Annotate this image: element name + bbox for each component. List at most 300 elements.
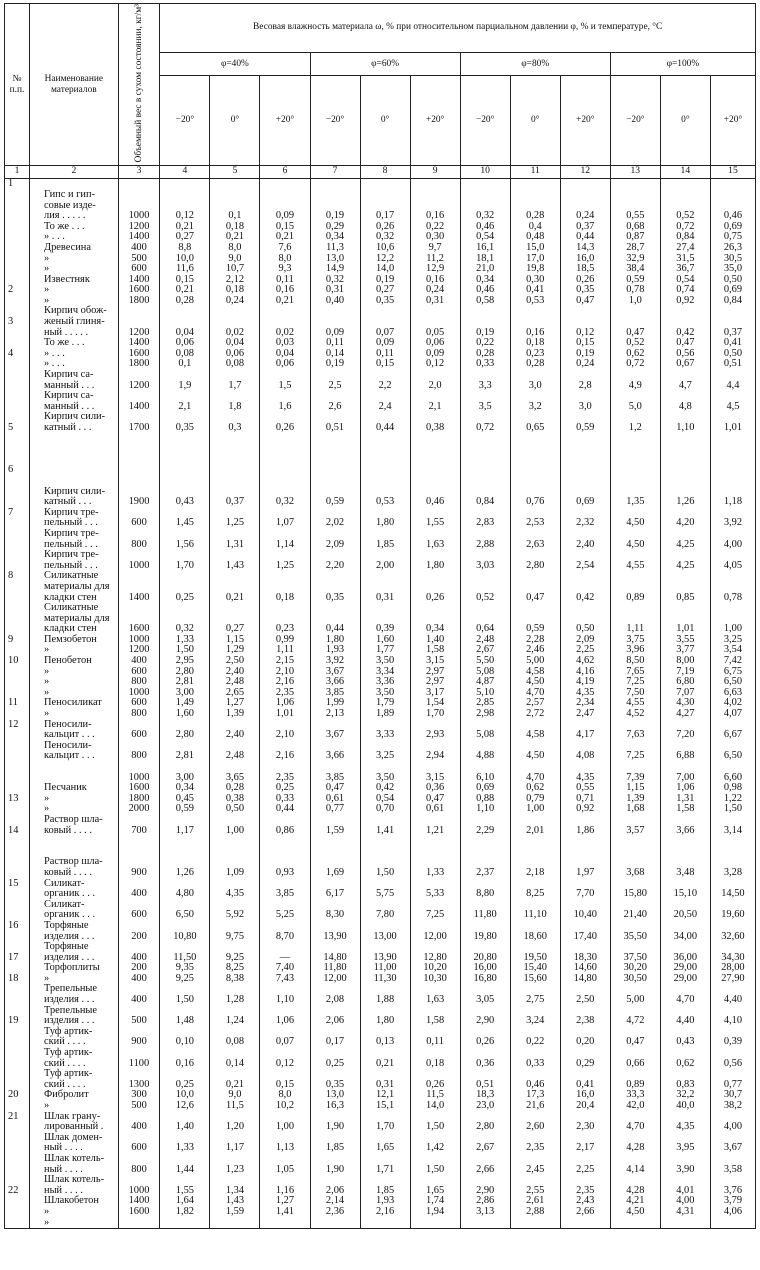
row-number-line [8,1059,27,1070]
moisture-value-line: 28,00 [721,962,745,974]
moisture-value-line: 7,39 [626,771,645,783]
moisture-value-line: 3,66 [325,750,345,762]
moisture-value-line: 0,53 [526,294,545,306]
moisture-value-line: 11,30 [373,972,397,984]
moisture-value-line: 1,00 [225,824,245,836]
moisture-value-line: 0,39 [375,623,395,635]
material-name-line: Кирпич сили- [44,411,106,423]
moisture-value-line: 0,12 [275,1057,295,1069]
moisture-value-line: 2,43 [576,1195,595,1207]
moisture-value-line: 1,82 [175,1205,194,1217]
moisture-value-line: 2,13 [325,708,345,720]
row-number-line [8,677,27,688]
moisture-value-line: 3,3 [478,379,492,391]
row-number-line [8,847,27,858]
moisture-value-line: 23,0 [476,1100,495,1111]
moisture-value-line: 36,7 [676,263,695,275]
moisture-value-line: 2,37 [476,866,495,878]
density-value-line: 800 [131,750,147,762]
moisture-value-line: 0,59 [626,273,645,285]
moisture-value-line: 0,32 [476,210,495,222]
moisture-value-line: 2,40 [576,538,595,550]
moisture-value-line: 1,90 [325,1163,345,1175]
moisture-value-line: 0,08 [225,1036,245,1048]
moisture-value-line: 0,98 [723,782,743,794]
density-value-line: 1000 [128,771,150,783]
moisture-value-line: 0,66 [626,1057,645,1069]
moisture-value-line: 1,15 [225,633,245,645]
moisture-value-line [563,921,608,932]
moisture-value-line: 8,0 [278,252,292,264]
moisture-value-line: 0,32 [175,623,194,635]
row-number-line: 2 [8,284,14,296]
moisture-value-line [413,762,458,773]
material-name-line: Силикатные [44,570,99,582]
moisture-value [310,179,360,487]
moisture-value-line: 1,43 [225,1195,245,1207]
material-name-line: ский . . . . [44,1078,86,1090]
row-number-line: 20 [8,1089,19,1101]
density-value-line: 1400 [128,1195,150,1207]
moisture-value-line: 4,72 [626,1015,645,1027]
material-name-line: Туф артик- [44,1047,93,1059]
moisture-value-line: 0,28 [476,347,495,359]
moisture-value-line: 0,54 [676,273,695,285]
moisture-value-line: 1,68 [626,803,645,815]
moisture-value-line [313,190,358,201]
row-number-line [8,1069,27,1080]
row-number-line: 7 [8,506,14,518]
moisture-value-line: 14,0 [426,1100,445,1111]
row-number-line [8,984,27,995]
moisture-value-line: 2,48 [225,676,245,688]
moisture-value-line: 1,27 [225,697,245,709]
moisture-value-line: 18,3 [476,1089,495,1101]
moisture-value-line: 1,06 [275,697,295,709]
moisture-value-line: 1,7 [228,379,242,391]
moisture-value-line: 1,59 [225,1205,245,1217]
moisture-value-line: 3,66 [676,824,695,836]
moisture-value-line: 3,76 [723,1184,743,1196]
moisture-value-line: 3,13 [476,1205,495,1217]
material-name-line: катный . . . [44,422,92,433]
moisture-value-line: 4,80 [175,888,194,900]
moisture-value-line: 14,0 [375,263,395,275]
material-name-line: » [44,284,50,296]
moisture-value-line: 0,25 [175,1078,194,1090]
row-number-line [8,751,27,762]
moisture-value-line: 3,05 [476,994,495,1006]
moisture-value-line [262,921,307,932]
moisture-value [610,179,660,487]
moisture-value [610,487,660,858]
moisture-value-line: 3,75 [626,633,645,645]
density-value-line: 500 [131,1100,147,1111]
moisture-value-line: 0,34 [476,273,495,285]
moisture-value-line: 1,10 [275,994,295,1006]
moisture-value-line [313,1154,358,1165]
moisture-value-line: 0,69 [576,496,595,508]
moisture-value-line: 0,75 [723,231,743,243]
moisture-value-line: 0,50 [723,273,743,285]
density-value-line: 1000 [128,1184,150,1196]
moisture-value-line: 0,44 [275,803,295,815]
moisture-value-line: 3,68 [626,866,645,878]
material-name-line: » [44,1100,50,1111]
moisture-value-line: 0,23 [526,347,545,359]
moisture-value-line: 2,85 [476,697,495,709]
moisture-value-line: 3,33 [375,729,395,741]
row-number-line: 13 [8,792,19,804]
column-number: 13 [610,166,660,179]
moisture-value-line: 0,46 [723,210,743,222]
moisture-value-line: 30,50 [623,972,647,984]
header-temp: +20° [710,76,755,166]
row-number-line [8,667,27,678]
moisture-value-line: 1,80 [375,1015,395,1027]
moisture-value-line: 4,35 [576,686,595,698]
moisture-value-line: 0,62 [676,1057,695,1069]
moisture-value [510,179,560,487]
density-value-line: 1400 [128,337,150,349]
moisture-value-line [563,529,608,540]
moisture-value-line: 0,47 [576,294,595,306]
moisture-value-line: 0,92 [676,294,695,306]
moisture-value [460,179,510,487]
moisture-value-line [262,529,307,540]
moisture-value-line: 3,17 [426,686,445,698]
moisture-value-line: 17,0 [526,252,545,264]
moisture-value-line [212,815,257,826]
moisture-value-line: 0,43 [676,1036,695,1048]
moisture-value-line: 2,35 [275,771,295,783]
moisture-value-line: 18,5 [576,263,595,275]
moisture-value-line: 33,3 [626,1089,645,1101]
moisture-value-line: 21,40 [623,909,647,921]
moisture-value-line: 4,50 [626,538,645,550]
moisture-value-line: 0,26 [275,422,295,433]
moisture-value-line [313,921,358,932]
moisture-value-line: 27,90 [721,972,745,984]
moisture-value-line: 12,00 [323,972,347,984]
moisture-value-line: 6,75 [723,665,743,677]
row-number-line [8,603,27,614]
moisture-value-line [663,190,708,201]
material-name-line: ковый . . . . [44,866,92,878]
moisture-value-line: 0,28 [526,358,545,370]
density-value-line: 1200 [128,220,150,232]
density-value-line: 600 [131,665,147,677]
moisture-value-line: 0,77 [325,803,345,815]
material-name-line: Кирпич тре- [44,527,99,539]
moisture-value-line: 2,80 [476,1121,495,1133]
moisture-value-line: 2,4 [378,400,392,412]
moisture-value-line [713,582,753,593]
moisture-value-line: 0,21 [175,284,194,296]
material-name-line: кальцит . . . [44,750,95,762]
moisture-value-line: 2,02 [325,517,345,529]
moisture-value-line [313,529,358,540]
moisture-value-line: 1,10 [676,422,695,433]
moisture-value-line: 6,67 [723,729,743,741]
moisture-value-line: 1,28 [225,994,245,1006]
moisture-value-line: 2,10 [275,729,295,741]
moisture-value-line: 13,0 [325,1089,345,1101]
moisture-value-line: 2,81 [175,676,194,688]
row-number-line [8,391,27,402]
moisture-value-line: 0,62 [626,347,645,359]
moisture-value-line: 1,86 [576,824,595,836]
moisture-value-line: 1,94 [426,1205,445,1217]
moisture-value-line: 1,17 [225,1142,245,1154]
row-number-line [8,381,27,392]
moisture-value-line: 15,0 [526,241,545,253]
moisture-value-line: 15,60 [523,972,547,984]
moisture-value-line: 1,50 [723,803,743,815]
material-name-line: ный . . . . . [44,326,89,338]
moisture-value-line: 3,95 [676,1142,695,1154]
moisture-value-line: 11,00 [373,962,397,974]
moisture-value [510,857,560,1228]
moisture-value-line: 0,10 [175,1036,194,1048]
moisture-value-line: 0,70 [375,803,395,815]
moisture-value-line [162,190,207,201]
moisture-value-line: 0,19 [375,273,395,285]
material-name-line: Торфяные [44,919,89,931]
moisture-value-line: 0,16 [275,284,295,296]
density-value-line: 700 [131,824,147,836]
row-number-line [8,932,27,943]
moisture-value-line: 7,63 [626,729,645,741]
column-number: 2 [30,166,119,179]
moisture-value-line: 1,65 [375,1142,395,1154]
material-name-line: Шлак котель- [44,1152,105,1164]
moisture-value-line: 1,09 [225,866,245,878]
moisture-value-line: 0,55 [576,782,595,794]
moisture-value-line: 29,00 [673,962,698,974]
row-number-line [8,434,27,445]
density-value [118,179,160,487]
moisture-value-line: 2,35 [275,686,295,698]
moisture-value-line: 3,50 [375,686,395,698]
moisture-value-line: 2,25 [576,1163,595,1175]
moisture-value-line: 4,00 [676,1195,695,1207]
moisture-value-line: 2,75 [526,994,545,1006]
moisture-value-line: 0,76 [526,496,545,508]
moisture-value-line: 0,14 [325,347,345,359]
moisture-value [360,857,410,1228]
moisture-value-line: 0,26 [426,591,445,603]
moisture-value [210,487,260,858]
moisture-value [710,179,755,487]
moisture-value-line: 4,17 [576,729,595,741]
density-value-line [121,815,158,826]
moisture-value-line: 30,7 [723,1089,743,1101]
moisture-value-line: 12,6 [175,1100,194,1111]
moisture-value-line: 14,80 [323,951,347,963]
moisture-value-line: 1,0 [628,294,642,306]
moisture-value-line [663,815,708,826]
moisture-value-line [413,190,458,201]
moisture-value-line: 0,08 [175,347,194,359]
header-temp: +20° [410,76,460,166]
row-number-line: 1 [8,178,14,190]
moisture-value-line: — [279,951,291,963]
moisture-value-line [313,762,358,773]
moisture-value-line: 0,21 [225,231,245,243]
moisture-value-line: 0,4 [528,220,542,232]
moisture-value-line: 0,33 [275,792,295,804]
density-value-line: 1200 [128,644,150,656]
density-value-line: 1000 [128,210,150,222]
moisture-value-line: 0,12 [426,358,445,370]
moisture-value-line: 4,9 [628,379,642,391]
moisture-value-line: 3,34 [375,665,395,677]
moisture-value-line: 1,39 [626,792,645,804]
moisture-value [710,487,755,858]
moisture-value-line: 2,80 [175,729,194,741]
moisture-value-line: 2,61 [526,1195,545,1207]
row-number-line [8,995,27,1006]
moisture-value-line: 9,0 [228,1089,242,1101]
density-value-line [121,762,158,773]
moisture-value-line: 1,70 [375,1121,395,1133]
moisture-value-line: 1,07 [275,517,295,529]
moisture-value-line: 1,63 [426,538,445,550]
material-name-line: ный . . . . [44,1163,83,1175]
moisture-value-line: 3,79 [723,1195,743,1207]
moisture-value-line: 0,47 [426,792,445,804]
density-value-line: 200 [131,930,147,942]
moisture-value-line: 0,25 [325,1057,345,1069]
moisture-value-line [363,190,408,201]
moisture-value-line: 3,58 [723,1163,743,1175]
moisture-value-line: 0,54 [476,231,495,243]
moisture-value-line: 8,38 [225,972,245,984]
row-number-line [8,1101,27,1112]
moisture-value-line: 1,22 [723,792,743,804]
density-value-line: 800 [131,538,147,550]
density-value-line: 1200 [128,379,150,391]
density-value-line: 600 [131,909,147,921]
row-number-line: 18 [8,972,19,984]
moisture-value-line: 1,40 [426,633,445,645]
moisture-value-line: 3,2 [528,400,542,412]
density-value-line: 500 [131,1015,147,1027]
row-number-line [8,550,27,561]
moisture-value [210,857,260,1228]
moisture-value-line: 18,1 [476,252,495,264]
moisture-value-line: 0,08 [225,358,245,370]
moisture-value-line: 3,90 [676,1163,695,1175]
header-group: φ=60% [310,52,460,76]
moisture-value-line [563,582,608,593]
moisture-value-line: 11,80 [323,962,347,974]
moisture-value-line: 1,9 [178,379,192,391]
moisture-value-line [363,582,408,593]
material-name-line: Шлакобетон [44,1195,99,1207]
moisture-value-line: 1,77 [375,644,395,656]
row-number-line [8,476,27,487]
moisture-value-line [262,582,307,593]
row-number-line [8,518,27,529]
moisture-value-line: 6,17 [325,888,345,900]
moisture-value-line: 4,70 [526,686,545,698]
moisture-value-line [613,762,658,773]
moisture-value-line: 0,22 [426,220,445,232]
moisture-value [210,179,260,487]
density-value-line: 300 [131,1089,147,1101]
density-value-line: 1400 [128,591,150,603]
moisture-value-line: 1,80 [375,517,395,529]
moisture-value-line: 4,40 [676,1015,695,1027]
moisture-value-line: 40,0 [676,1100,695,1111]
row-number-line: 3 [8,316,14,328]
moisture-value-line: 4,55 [626,697,645,709]
moisture-value-line: 0,42 [676,326,695,338]
column-number: 15 [710,166,755,179]
moisture-value-line: 1,23 [225,1163,245,1175]
material-name-line: Силикатные [44,602,99,614]
density-value-line: 1600 [128,284,150,296]
moisture-value-line [413,529,458,540]
moisture-value-line: 19,50 [523,951,547,963]
moisture-value-line: 0,35 [375,294,395,306]
moisture-value-line: 7,20 [676,729,695,741]
moisture-value-line: 1,56 [175,538,194,550]
moisture-value-line: 2,29 [476,824,495,836]
density-value-line: 1400 [128,231,150,243]
moisture-value-line [262,762,307,773]
density-value-line: 600 [131,263,147,275]
moisture-value-line [162,582,207,593]
moisture-value-line: 5,00 [526,655,545,667]
moisture-value-line: 0,51 [325,422,345,433]
moisture-value-line: 0,1 [178,358,192,370]
row-number-line [8,773,27,784]
material-name-line: кладки стен [44,623,97,635]
moisture-value-line: 3,85 [325,686,345,698]
moisture-value-line: 10,0 [175,252,194,264]
moisture-value-line: 10,2 [275,1100,295,1111]
moisture-value-line: 0,16 [526,326,545,338]
header-temp: 0° [210,76,260,166]
moisture-value-line: 0,55 [626,210,645,222]
moisture-value-line: 0,50 [225,803,245,815]
moisture-value-line: 6,80 [676,676,695,688]
moisture-value-line: 0,19 [576,347,595,359]
density-value-line: 400 [131,655,147,667]
moisture-value-line: 1,79 [375,697,395,709]
moisture-value-line: 13,90 [373,951,397,963]
moisture-value-line: 11,10 [523,909,547,921]
moisture-value-line: 10,20 [423,962,447,974]
moisture-value-line: 0,35 [325,1078,345,1090]
moisture-value-line: 5,0 [628,400,642,412]
moisture-value-line: 0,46 [426,496,445,508]
moisture-value-line: 4,5 [726,400,740,412]
moisture-value-line: 0,72 [476,422,495,433]
moisture-value-line: 1,55 [426,517,445,529]
moisture-value-line: 15,10 [673,888,698,900]
moisture-value-line: 35,0 [723,263,743,275]
moisture-value-line [563,190,608,201]
row-number-line: 16 [8,919,19,931]
material-name-line: манный . . . [44,379,95,391]
material-name-line: Торфоплиты [44,962,100,974]
moisture-value-line: 8,00 [676,655,695,667]
moisture-value-line: 4,50 [626,517,645,529]
